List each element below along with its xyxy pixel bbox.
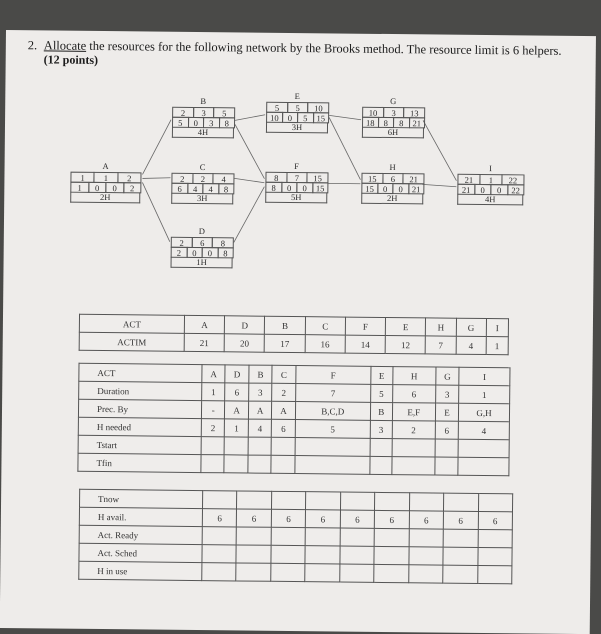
- node-e: E 5 5 10 10 0 5 15 3H: [266, 91, 328, 134]
- ready-cell[interactable]: [237, 527, 272, 545]
- table-row: H avail. 6 6 6 6 6 6 6 6 6: [79, 507, 512, 530]
- tfin-cell[interactable]: [248, 455, 272, 473]
- table-row: H in use: [79, 561, 512, 584]
- sched-cell[interactable]: [443, 547, 478, 565]
- tnow-cell[interactable]: [271, 491, 306, 509]
- sched-cell[interactable]: [409, 547, 444, 565]
- tstart-cell[interactable]: [225, 437, 249, 455]
- activity-detail-table: [77, 363, 510, 477]
- table-row: ACT A D B C F E H G I: [79, 314, 508, 336]
- question-points: (12 points): [28, 52, 588, 72]
- tnow-cell[interactable]: [202, 491, 237, 509]
- inuse-cell[interactable]: [408, 565, 443, 583]
- node-i: I 21 1 22 21 0 0 22 4H: [457, 163, 523, 206]
- schedule-table: [78, 489, 513, 585]
- inuse-cell[interactable]: [374, 564, 409, 582]
- inuse-cell[interactable]: [339, 564, 374, 582]
- question-number: 2.: [28, 38, 44, 52]
- node-c: C 2 2 4 6 4 4 8 3H: [171, 162, 233, 205]
- tstart-cell[interactable]: [370, 438, 392, 456]
- sched-cell[interactable]: [202, 545, 237, 563]
- tstart-cell[interactable]: [392, 439, 435, 457]
- worksheet-page: [0, 30, 596, 634]
- inuse-cell[interactable]: [202, 563, 237, 581]
- inuse-cell[interactable]: [477, 565, 512, 583]
- ready-cell[interactable]: [340, 528, 375, 546]
- table-row: ACTIM 21 20 17 16 14 12 7 4 1: [79, 332, 508, 354]
- tfin-cell[interactable]: [458, 457, 509, 476]
- tfin-cell[interactable]: [201, 455, 225, 473]
- tfin-cell[interactable]: [370, 456, 392, 474]
- tfin-cell[interactable]: [392, 457, 435, 475]
- node-f: F 8 7 15 8 0 0 15 5H: [265, 161, 327, 204]
- ready-cell[interactable]: [374, 528, 409, 546]
- sched-cell[interactable]: [236, 545, 271, 563]
- ready-cell[interactable]: [409, 529, 444, 547]
- ready-cell[interactable]: [202, 527, 237, 545]
- ready-cell[interactable]: [443, 529, 478, 547]
- table-row: Tstart: [78, 435, 509, 458]
- tstart-cell[interactable]: [271, 437, 295, 455]
- sched-cell[interactable]: [305, 546, 340, 564]
- question-text: the resources for the following network by the Brooks method. The resource limit is 6 helpers.: [89, 39, 561, 58]
- node-b: B 2 3 5 5 0 3 8 4H: [172, 96, 234, 139]
- sched-cell[interactable]: [340, 546, 375, 564]
- inuse-cell[interactable]: [236, 563, 271, 581]
- node-h: H 15 6 21 15 0 0 21 2H: [361, 162, 423, 205]
- tnow-cell[interactable]: [340, 492, 375, 510]
- node-d: D 2 6 8 2 0 0 8 1H: [171, 226, 233, 269]
- ready-cell[interactable]: [271, 527, 306, 545]
- inuse-cell[interactable]: [443, 565, 478, 583]
- table-row: Tnow: [80, 489, 513, 512]
- tfin-cell[interactable]: [271, 455, 295, 473]
- sched-cell[interactable]: [271, 545, 306, 563]
- table-row: Tfin: [78, 453, 509, 476]
- activity-time-table: [79, 314, 509, 356]
- tfin-cell[interactable]: [295, 456, 370, 475]
- tstart-cell[interactable]: [435, 439, 459, 457]
- ready-cell[interactable]: [478, 529, 513, 547]
- tstart-cell[interactable]: [458, 439, 509, 458]
- tnow-cell[interactable]: [306, 492, 341, 510]
- tstart-cell[interactable]: [248, 437, 272, 455]
- tnow-cell[interactable]: [478, 493, 513, 511]
- tstart-cell[interactable]: [295, 438, 370, 457]
- node-g: G 10 3 13 18 8 8 21 6H: [362, 96, 424, 139]
- table-row: ACT A D B C F E H G I: [79, 363, 510, 386]
- table-row: H needed 2 1 4 6 5 3 2 6 4: [78, 417, 509, 440]
- table-row: Act. Sched: [79, 543, 512, 566]
- sched-cell[interactable]: [477, 547, 512, 565]
- inuse-cell[interactable]: [271, 563, 306, 581]
- tnow-cell[interactable]: [237, 491, 272, 509]
- tfin-cell[interactable]: [435, 457, 459, 475]
- tnow-cell[interactable]: [409, 493, 444, 511]
- sched-cell[interactable]: [374, 546, 409, 564]
- table-row: Duration 1 6 3 2 7 5 6 3 1: [79, 381, 510, 404]
- question-keyword: Allocate: [44, 38, 86, 52]
- tnow-cell[interactable]: [375, 492, 410, 510]
- tnow-cell[interactable]: [444, 493, 479, 511]
- tfin-cell[interactable]: [224, 455, 248, 473]
- tstart-cell[interactable]: [201, 437, 225, 455]
- table-row: Prec. By - A A A B,C,D B E,F E G,H: [78, 399, 509, 422]
- table-row: Act. Ready: [79, 525, 512, 548]
- node-a: A 1 1 2 1 0 0 2 2H: [70, 161, 140, 204]
- ready-cell[interactable]: [305, 528, 340, 546]
- inuse-cell[interactable]: [305, 564, 340, 582]
